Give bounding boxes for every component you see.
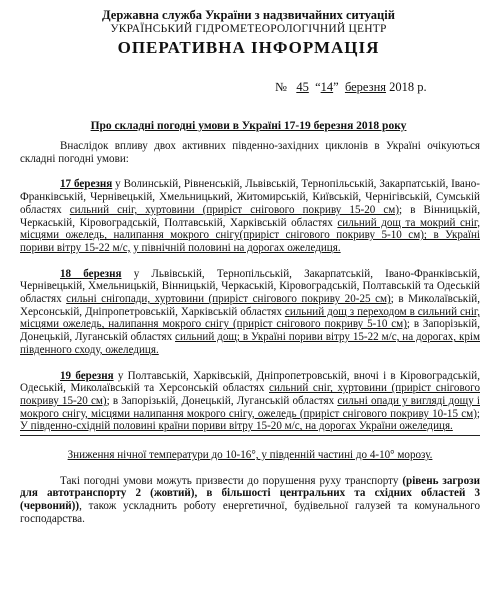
document-subject: Про складні погодні умови в Україні 17-19 березня 2018 року: [90, 120, 407, 132]
document-body: [20, 140, 480, 526]
center-name: УКРАЇНСЬКИЙ ГІДРОМЕТЕОРОЛОГІЧНИЙ ЦЕНТР: [110, 23, 387, 35]
intro-paragraph: Внаслідок впливу двох активних південно-західних циклонів в Україні очікуються складні погодні умови:: [20, 140, 480, 165]
date-19: 19 березня: [60, 369, 114, 382]
day18-hazard-1: сильні снігопади, хуртовини (приріст снігового покриву 20-25 см): [66, 293, 391, 306]
threat-level-text: (рівень загрози для автотранспорту 2 (жовтий), в більшості центральних та східних областей 3 (червоний)): [20, 474, 480, 513]
paragraph-day-18: [20, 268, 480, 357]
day19-text-2: ; в Запорізькій, Донецькій, Луганській областях: [106, 394, 338, 407]
document-month: березня: [344, 80, 387, 94]
day17-hazard-1: сильний сніг, хуртовини (приріст снігового покриву 15-20 см): [69, 203, 400, 216]
agency-name: Державна служба України з надзвичайних ситуацій: [102, 8, 395, 22]
day17-text-2: ; в Вінницькій, Черкаській, Кіровоградській, Полтавській, Харківській областях: [20, 203, 480, 229]
day17-text-1: у Волинській, Рівненській, Львівській, Тернопільській, Закарпатській, Івано-Франківській, Чернівецькій, Хмельницький, Житомирській, Київській, Чернігівській, Сумській областях: [20, 178, 481, 216]
number-sign: №: [275, 80, 287, 94]
day19-hazard-1: сильний сніг, хуртовини (приріст снігового покриву 15-20 см): [20, 382, 480, 407]
date-17: 17 березня: [60, 178, 113, 191]
document-title: ОПЕРАТИВНА ІНФОРМАЦІЯ: [117, 38, 380, 57]
day18-text-3: ; в Запорізькій, Донецькій, Луганській областях: [20, 318, 480, 344]
paragraph-day-17: [20, 178, 480, 254]
temperature-paragraph: Зниження нічної температури до 10-16°, у південній частині до 4-10° морозу.: [67, 449, 433, 462]
document-day: 14: [320, 80, 334, 94]
closing-text-1: Такі погодні умови можуть призвести до порушення руху транспорту: [60, 474, 403, 487]
document-year: 2018 р.: [389, 80, 427, 94]
day18-hazard-2: сильний дощ з переходом в сильний сніг, місцями ожеледь, налипання мокрого снігу (приріст снігового покриву 5-10 см): [20, 305, 480, 331]
document-number-line: № 45 “14” березня 2018 р.: [275, 80, 427, 94]
document-number: 45: [296, 80, 309, 94]
day19-text-1: у Полтавській, Харківській, Дніпропетровській, вночі і в Кіровоградській, Одеській, Миколаївській та Херсонській областях: [20, 369, 480, 395]
paragraph-day-19: [20, 370, 480, 437]
day19-hazard-2: сильні опади у вигляді дощу і мокрого снігу, місцями налипання мокрого снігу, ожеледь (приріст снігового покриву 10-15 см): [20, 394, 480, 420]
day17-hazard-2: сильний дощ та мокрий сніг, місцями ожеледь, налипання мокрого снігу(приріст снігового покриву 5-10 см); в Україні пориви вітру 15-22 м/с,: [20, 216, 480, 254]
day19-text-3: ;: [476, 407, 480, 420]
day19-hazard-3: У південно-східній половині країни пориви вітру 15-20 м/с, на дорогах України ожеледиця.: [20, 420, 453, 433]
day18-hazard-3: сильний дощ; в Україні пориви вітру 15-22 м/с, на дорогах, крім південного сходу, ожеледиця.: [20, 331, 480, 356]
day18-text-2: ; в Миколаївській, Херсонській, Дніпропетровській, Харківській областях: [20, 293, 480, 318]
closing-paragraph: [20, 475, 480, 526]
day18-text-1: у Львівській, Тернопільській, Закарпатській, Івано-Франківській, Чернівецькій, Хмельницькій, Вінницькій, Черкаській, Кіровоградській, Полтавській та Одеській областях: [20, 267, 480, 306]
day17-hazard-3: у північній половині на дорогах ожеледиця.: [133, 241, 341, 254]
date-18: 18 березня: [60, 267, 122, 280]
closing-text-2: , також ускладнить роботу енергетичної, будівельної галузей та комунального господарства.: [20, 500, 480, 525]
